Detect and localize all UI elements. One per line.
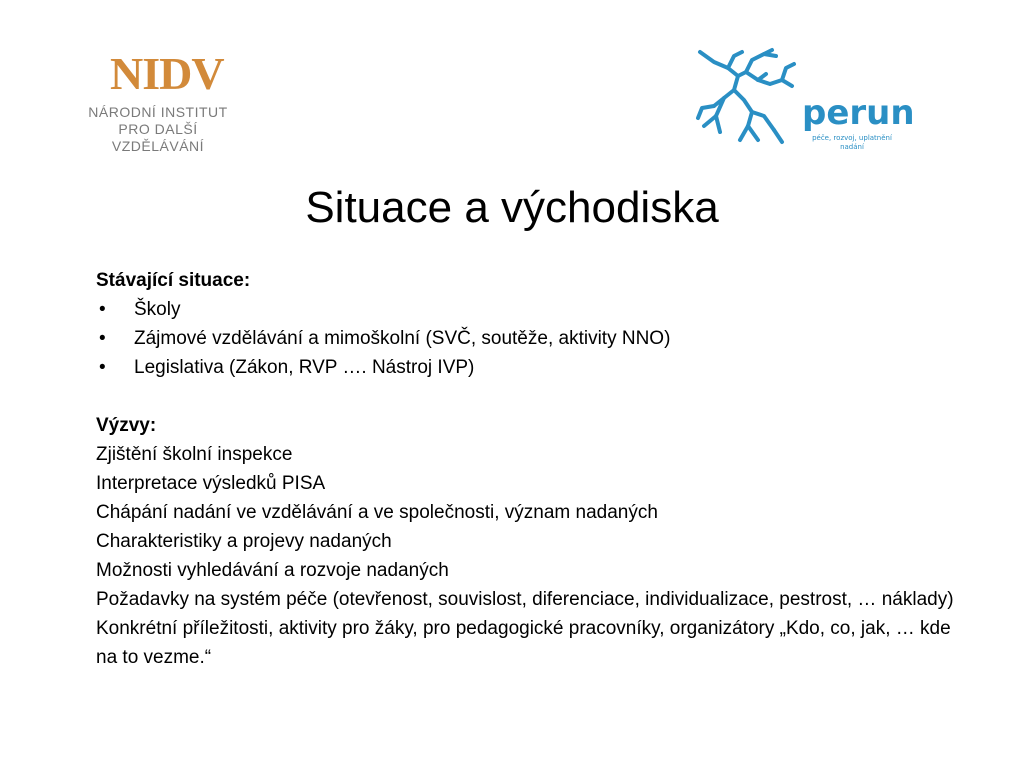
list-item-text: Zájmové vzdělávání a mimoškolní (SVČ, soutěže, aktivity NNO)	[134, 328, 671, 349]
nidv-logo-line-1: NÁRODNÍ INSTITUT	[88, 104, 228, 120]
list-item: Zjištění školní inspekce	[96, 444, 293, 465]
list-item: Konkrétní příležitosti, aktivity pro žáky, pro pedagogické pracovníky, organizátory „Kdo, co, jak, … kde na to vezme.“	[96, 618, 951, 668]
list-item-text: Legislativa (Zákon, RVP …. Nástroj IVP)	[134, 357, 475, 378]
section-heading-challenges: Výzvy:	[96, 415, 157, 436]
perun-logo-word: perun	[802, 93, 915, 133]
slide-title: Situace a východiska	[305, 183, 719, 232]
slide-content	[96, 266, 956, 672]
lightning-tree-icon	[694, 46, 804, 146]
list-item-text: Školy	[134, 299, 181, 320]
list-item: Chápání nadání ve vzdělávání a ve společnosti, význam nadaných	[96, 502, 658, 523]
list-item: Interpretace výsledků PISA	[96, 473, 326, 494]
section-heading-current-situation: Stávající situace:	[96, 270, 251, 291]
nidv-logo-mark: NIDV	[110, 48, 224, 99]
section-spacer	[96, 382, 956, 411]
list-item: Možnosti vyhledávání a rozvoje nadaných	[96, 560, 449, 581]
bullet-glyph: •	[99, 299, 106, 320]
current-situation-list	[96, 295, 956, 382]
nidv-logo	[68, 48, 248, 158]
list-item: Požadavky na systém péče (otevřenost, souvislost, diferenciace, individualizace, pestrost, … náklady)	[96, 589, 954, 610]
perun-logo	[694, 46, 915, 152]
bullet-glyph: •	[99, 357, 106, 378]
challenges-list	[96, 440, 956, 672]
list-item	[96, 353, 956, 382]
list-item: Charakteristiky a projevy nadaných	[96, 531, 392, 552]
nidv-logo-line-3: VZDĚLÁVÁNÍ	[111, 138, 205, 154]
list-item	[96, 324, 956, 353]
perun-logo-tagline: péče, rozvoj, uplatnění nadání	[812, 134, 892, 151]
bullet-glyph: •	[99, 328, 106, 349]
list-item	[96, 295, 956, 324]
nidv-logo-line-2: PRO DALŠÍ	[118, 121, 198, 137]
